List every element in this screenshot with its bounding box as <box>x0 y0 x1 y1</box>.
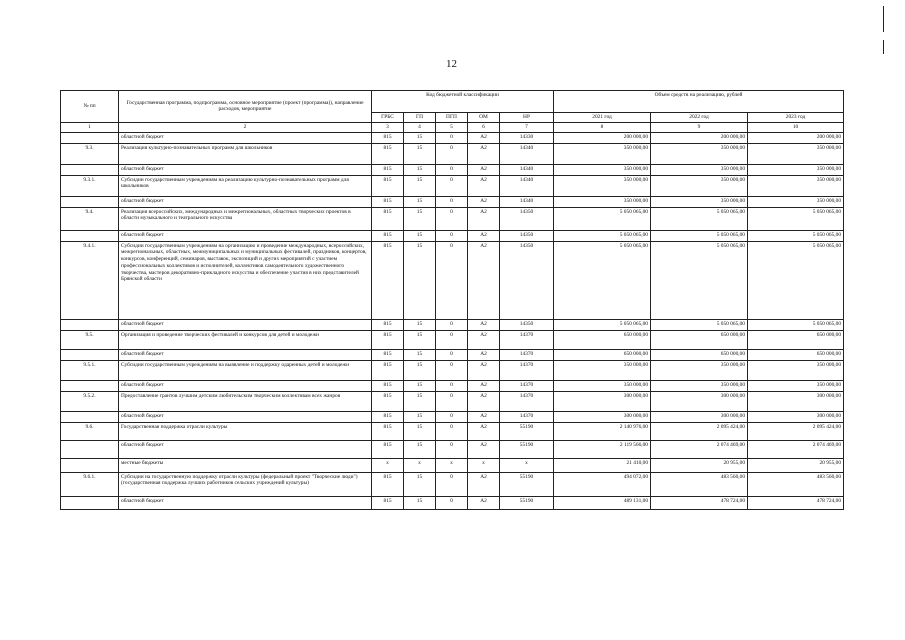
row-pgp: 0 <box>436 196 468 207</box>
row-amount-2021: 5 050 065,00 <box>554 241 651 319</box>
row-pgp: 0 <box>436 380 468 391</box>
row-gp: 15 <box>404 472 436 496</box>
row-gp: 15 <box>404 380 436 391</box>
row-amount-2022: 2 095 424,00 <box>651 422 748 440</box>
row-pgp: 0 <box>436 422 468 440</box>
row-amount-2022: 20 955,00 <box>651 458 748 472</box>
row-grbs: 815 <box>372 230 404 241</box>
row-amount-2021: 350 000,00 <box>554 380 651 391</box>
row-number <box>61 132 119 143</box>
row-nr: 55190 <box>500 472 554 496</box>
row-pgp: 0 <box>436 391 468 411</box>
column-number: 6 <box>468 122 500 132</box>
header-code-group: Код бюджетной классификации <box>372 91 554 113</box>
row-om: А2 <box>468 422 500 440</box>
header-amount-group: Объем средств на реализацию, рублей <box>554 91 844 113</box>
row-nr: 14340 <box>500 196 554 207</box>
row-grbs: 815 <box>372 472 404 496</box>
row-name: областной бюджет <box>119 380 372 391</box>
row-amount-2023: 2 074 469,00 <box>748 440 844 458</box>
table-row <box>61 196 844 207</box>
row-amount-2023: 350 000,00 <box>748 380 844 391</box>
row-amount-2023: 5 050 065,00 <box>748 207 844 230</box>
row-gp: 15 <box>404 349 436 360</box>
row-amount-2021: 200 000,00 <box>554 132 651 143</box>
row-name: областной бюджет <box>119 230 372 241</box>
row-om: А2 <box>468 230 500 241</box>
row-amount-2022: 5 050 065,00 <box>651 230 748 241</box>
row-amount-2023: 650 000,00 <box>748 330 844 349</box>
row-grbs: 815 <box>372 496 404 509</box>
row-nr: 14370 <box>500 391 554 411</box>
row-gp: 15 <box>404 422 436 440</box>
column-number: 2 <box>119 122 372 132</box>
table-row <box>61 411 844 422</box>
row-name: Субсидии государственным учреждениям на выявление и поддержку одаренных детей и молодежи <box>119 360 372 380</box>
row-gp: 15 <box>404 241 436 319</box>
row-amount-2022: 350 000,00 <box>651 196 748 207</box>
row-amount-2023: 350 000,00 <box>748 196 844 207</box>
row-number: 9.4.1. <box>61 241 119 319</box>
row-amount-2022: 300 000,00 <box>651 411 748 422</box>
row-amount-2021: 5 050 065,00 <box>554 230 651 241</box>
row-om: А2 <box>468 330 500 349</box>
row-gp: 15 <box>404 207 436 230</box>
table-row <box>61 496 844 509</box>
row-gp: х <box>404 458 436 472</box>
row-pgp: 0 <box>436 319 468 330</box>
row-om: х <box>468 458 500 472</box>
row-grbs: 815 <box>372 164 404 175</box>
row-amount-2022: 200 000,00 <box>651 132 748 143</box>
table-row <box>61 164 844 175</box>
header-year: 2021 год <box>554 113 651 123</box>
row-number: 9.5. <box>61 330 119 349</box>
row-om: А2 <box>468 143 500 164</box>
row-amount-2021: 5 050 065,00 <box>554 207 651 230</box>
row-pgp: 0 <box>436 360 468 380</box>
budget-table <box>60 90 844 510</box>
row-om: А2 <box>468 391 500 411</box>
row-amount-2023: 200 000,00 <box>748 132 844 143</box>
row-pgp: 0 <box>436 330 468 349</box>
row-nr: 14370 <box>500 349 554 360</box>
row-om: А2 <box>468 196 500 207</box>
scan-edge-mark <box>883 6 884 32</box>
row-om: А2 <box>468 496 500 509</box>
row-amount-2021: 5 050 065,00 <box>554 319 651 330</box>
row-amount-2022: 350 000,00 <box>651 164 748 175</box>
row-number: 9.6.1. <box>61 472 119 496</box>
row-amount-2021: 350 000,00 <box>554 360 651 380</box>
table-row <box>61 360 844 380</box>
row-om: А2 <box>468 207 500 230</box>
row-amount-2022: 478 724,00 <box>651 496 748 509</box>
row-pgp: 0 <box>436 175 468 196</box>
row-name: областной бюджет <box>119 164 372 175</box>
row-pgp: 0 <box>436 411 468 422</box>
header-code: ГП <box>404 113 436 123</box>
row-name: Предоставление грантов лучшим детским любительским творческим коллективам всех жанров <box>119 391 372 411</box>
row-number <box>61 319 119 330</box>
table-row <box>61 349 844 360</box>
row-amount-2023: 350 000,00 <box>748 143 844 164</box>
table-row <box>61 380 844 391</box>
row-nr: 14350 <box>500 230 554 241</box>
row-grbs: 815 <box>372 360 404 380</box>
row-name: областной бюджет <box>119 440 372 458</box>
row-number: 9.5.1. <box>61 360 119 380</box>
row-amount-2022: 350 000,00 <box>651 143 748 164</box>
header-code: НР <box>500 113 554 123</box>
row-om: А2 <box>468 241 500 319</box>
row-om: А2 <box>468 349 500 360</box>
row-amount-2023: 650 000,00 <box>748 349 844 360</box>
row-gp: 15 <box>404 496 436 509</box>
row-grbs: 815 <box>372 391 404 411</box>
header-code: ОМ <box>468 113 500 123</box>
row-name: Реализация культурно-познавательных программ для школьников <box>119 143 372 164</box>
row-om: А2 <box>468 360 500 380</box>
row-amount-2023: 483 560,00 <box>748 472 844 496</box>
row-name: Субсидии на государственную поддержку отрасли культуры (федеральный проект "Творческие люди") (государственная поддержка лучших работников сельских учреждений культуры) <box>119 472 372 496</box>
row-name: областной бюджет <box>119 319 372 330</box>
row-name: Организация и проведение творческих фестивалей и конкурсов для детей и молодежи <box>119 330 372 349</box>
row-nr: 55190 <box>500 440 554 458</box>
row-nr: 14370 <box>500 380 554 391</box>
row-amount-2021: 21 410,00 <box>554 458 651 472</box>
scan-edge-mark <box>883 40 884 54</box>
header-row <box>61 91 844 113</box>
row-amount-2021: 2 140 976,00 <box>554 422 651 440</box>
column-number-row <box>61 122 844 132</box>
row-pgp: 0 <box>436 349 468 360</box>
table-row <box>61 440 844 458</box>
row-name: Субсидии государственным учреждениям на реализацию культурно-познавательных программ для школьников <box>119 175 372 196</box>
row-amount-2021: 650 000,00 <box>554 330 651 349</box>
row-amount-2023: 350 000,00 <box>748 175 844 196</box>
row-pgp: 0 <box>436 143 468 164</box>
row-gp: 15 <box>404 143 436 164</box>
column-number: 7 <box>500 122 554 132</box>
row-number <box>61 411 119 422</box>
row-name: областной бюджет <box>119 132 372 143</box>
row-number: 9.4. <box>61 207 119 230</box>
row-gp: 15 <box>404 175 436 196</box>
row-amount-2022: 5 050 065,00 <box>651 207 748 230</box>
row-amount-2023: 2 095 424,00 <box>748 422 844 440</box>
row-amount-2023: 5 050 065,00 <box>748 230 844 241</box>
table-row <box>61 241 844 319</box>
row-pgp: х <box>436 458 468 472</box>
row-nr: х <box>500 458 554 472</box>
row-om: А2 <box>468 440 500 458</box>
row-amount-2021: 300 000,00 <box>554 391 651 411</box>
column-number: 9 <box>651 122 748 132</box>
row-grbs: 815 <box>372 411 404 422</box>
row-nr: 14340 <box>500 143 554 164</box>
row-nr: 14340 <box>500 164 554 175</box>
row-amount-2023: 5 050 065,00 <box>748 319 844 330</box>
row-om: А2 <box>468 472 500 496</box>
row-amount-2022: 300 000,00 <box>651 391 748 411</box>
row-gp: 15 <box>404 360 436 380</box>
row-om: А2 <box>468 175 500 196</box>
row-amount-2022: 5 050 065,00 <box>651 241 748 319</box>
row-gp: 15 <box>404 411 436 422</box>
table-row <box>61 319 844 330</box>
row-om: А2 <box>468 380 500 391</box>
row-amount-2023: 5 050 065,00 <box>748 241 844 319</box>
row-name: областной бюджет <box>119 496 372 509</box>
row-number <box>61 164 119 175</box>
row-grbs: 815 <box>372 175 404 196</box>
table-row <box>61 391 844 411</box>
page-number: 12 <box>446 58 457 70</box>
row-pgp: 0 <box>436 207 468 230</box>
row-name: местные бюджеты <box>119 458 372 472</box>
row-grbs: 815 <box>372 380 404 391</box>
row-amount-2021: 350 000,00 <box>554 164 651 175</box>
row-grbs: 815 <box>372 241 404 319</box>
row-gp: 15 <box>404 164 436 175</box>
row-number <box>61 440 119 458</box>
row-name: Реализация всероссийских, международных и межрегиональных, областных творческих проектов в области музыкального и театрального искусства <box>119 207 372 230</box>
row-amount-2022: 483 560,00 <box>651 472 748 496</box>
row-gp: 15 <box>404 319 436 330</box>
table-row <box>61 472 844 496</box>
column-number: 1 <box>61 122 119 132</box>
row-nr: 14350 <box>500 207 554 230</box>
row-name: областной бюджет <box>119 196 372 207</box>
row-nr: 14350 <box>500 319 554 330</box>
row-gp: 15 <box>404 196 436 207</box>
row-amount-2023: 350 000,00 <box>748 164 844 175</box>
row-name: областной бюджет <box>119 349 372 360</box>
row-number <box>61 349 119 360</box>
row-amount-2021: 350 000,00 <box>554 175 651 196</box>
row-pgp: 0 <box>436 472 468 496</box>
row-pgp: 0 <box>436 241 468 319</box>
row-number <box>61 458 119 472</box>
table-row <box>61 175 844 196</box>
row-gp: 15 <box>404 330 436 349</box>
table-row <box>61 422 844 440</box>
row-number <box>61 496 119 509</box>
row-amount-2022: 2 074 469,00 <box>651 440 748 458</box>
row-amount-2022: 650 000,00 <box>651 330 748 349</box>
row-grbs: 815 <box>372 207 404 230</box>
column-number: 5 <box>436 122 468 132</box>
header-year: 2022 год <box>651 113 748 123</box>
row-gp: 15 <box>404 230 436 241</box>
row-amount-2022: 350 000,00 <box>651 175 748 196</box>
row-grbs: 815 <box>372 422 404 440</box>
row-grbs: х <box>372 458 404 472</box>
row-pgp: 0 <box>436 440 468 458</box>
row-amount-2023: 478 724,00 <box>748 496 844 509</box>
row-nr: 14330 <box>500 132 554 143</box>
row-om: А2 <box>468 411 500 422</box>
row-grbs: 815 <box>372 132 404 143</box>
column-number: 8 <box>554 122 651 132</box>
row-name: Государственная поддержка отрасли культуры <box>119 422 372 440</box>
row-number: 9.3. <box>61 143 119 164</box>
header-code: ПГП <box>436 113 468 123</box>
row-grbs: 815 <box>372 143 404 164</box>
row-grbs: 815 <box>372 349 404 360</box>
row-amount-2023: 300 000,00 <box>748 411 844 422</box>
row-amount-2023: 300 000,00 <box>748 391 844 411</box>
row-grbs: 815 <box>372 440 404 458</box>
column-number: 10 <box>748 122 844 132</box>
row-name: Субсидии государственным учреждениям на организацию и проведение международных, всероссийских, межрегиональных, областных, межмуниципальных и муниципальных фестивалей, праздников, концертов, конкурсов, конференций, семинаров, выставок, экспозиций и других мероприятий с участием профессиональных коллективов и исполнителей, коллективов самодеятельного художественного творчества, мастеров декоративно-прикладного искусства и обеспечение участия в них представителей Брянской области <box>119 241 372 319</box>
row-amount-2022: 650 000,00 <box>651 349 748 360</box>
row-pgp: 0 <box>436 496 468 509</box>
row-number <box>61 380 119 391</box>
row-amount-2023: 350 000,00 <box>748 360 844 380</box>
table-row <box>61 330 844 349</box>
row-gp: 15 <box>404 132 436 143</box>
row-number <box>61 196 119 207</box>
row-om: А2 <box>468 132 500 143</box>
row-nr: 14370 <box>500 360 554 380</box>
row-amount-2021: 494 072,00 <box>554 472 651 496</box>
header-program: Государственная программа, подпрограмма, основное мероприятие (проект (программа)), направление расходов, мероприятие <box>119 91 372 123</box>
header-code: ГРБС <box>372 113 404 123</box>
row-nr: 55190 <box>500 496 554 509</box>
row-amount-2021: 489 131,00 <box>554 496 651 509</box>
row-amount-2022: 350 000,00 <box>651 360 748 380</box>
row-number: 9.3.1. <box>61 175 119 196</box>
row-name: областной бюджет <box>119 411 372 422</box>
row-amount-2021: 350 000,00 <box>554 143 651 164</box>
row-number: 9.6. <box>61 422 119 440</box>
row-amount-2021: 350 000,00 <box>554 196 651 207</box>
row-amount-2022: 350 000,00 <box>651 380 748 391</box>
row-pgp: 0 <box>436 230 468 241</box>
row-om: А2 <box>468 319 500 330</box>
row-amount-2021: 650 000,00 <box>554 349 651 360</box>
row-nr: 14370 <box>500 411 554 422</box>
row-grbs: 815 <box>372 319 404 330</box>
row-gp: 15 <box>404 440 436 458</box>
row-gp: 15 <box>404 391 436 411</box>
table-row <box>61 207 844 230</box>
row-amount-2021: 300 000,00 <box>554 411 651 422</box>
table-row <box>61 458 844 472</box>
header-num: № пп <box>61 91 119 123</box>
table-row <box>61 143 844 164</box>
row-nr: 14340 <box>500 175 554 196</box>
row-nr: 55190 <box>500 422 554 440</box>
column-number: 3 <box>372 122 404 132</box>
row-pgp: 0 <box>436 132 468 143</box>
row-om: А2 <box>468 164 500 175</box>
table-row <box>61 132 844 143</box>
row-nr: 14350 <box>500 241 554 319</box>
header-year: 2023 год <box>748 113 844 123</box>
row-number <box>61 230 119 241</box>
row-amount-2022: 5 050 065,00 <box>651 319 748 330</box>
row-amount-2021: 2 119 566,00 <box>554 440 651 458</box>
column-number: 4 <box>404 122 436 132</box>
row-grbs: 815 <box>372 330 404 349</box>
row-grbs: 815 <box>372 196 404 207</box>
row-nr: 14370 <box>500 330 554 349</box>
row-amount-2023: 20 955,00 <box>748 458 844 472</box>
row-number: 9.5.2. <box>61 391 119 411</box>
row-pgp: 0 <box>436 164 468 175</box>
table-row <box>61 230 844 241</box>
